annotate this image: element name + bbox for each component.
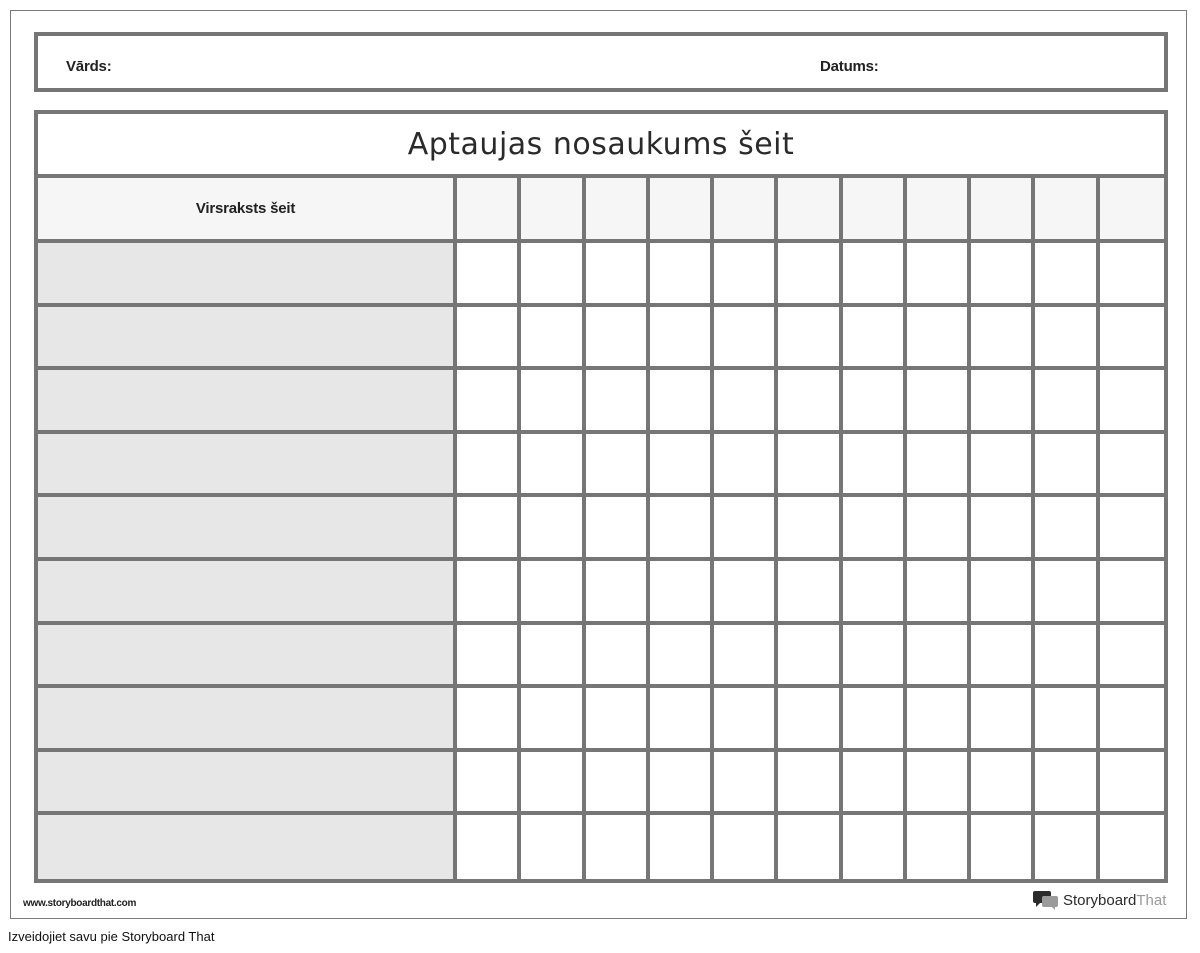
answer-cell (843, 243, 907, 307)
answer-cell (1100, 625, 1164, 689)
answer-cell (971, 243, 1035, 307)
answer-cell (778, 243, 842, 307)
answer-cell (778, 307, 842, 371)
answer-cell (1035, 497, 1099, 561)
speech-bubbles-icon (1033, 889, 1059, 911)
answer-cell (457, 497, 521, 561)
answer-cell (521, 434, 585, 498)
bottom-caption: Izveidojiet savu pie Storyboard That (8, 929, 215, 944)
header-answer-cell (843, 178, 907, 243)
answer-cell (650, 688, 714, 752)
answer-cell (457, 752, 521, 816)
answer-cell (521, 307, 585, 371)
answer-cell (586, 561, 650, 625)
answer-cell (1100, 307, 1164, 371)
answer-cell (1100, 434, 1164, 498)
answer-cell (714, 434, 778, 498)
answer-cell (843, 307, 907, 371)
answer-cell (1035, 815, 1099, 879)
answer-cell (1035, 434, 1099, 498)
answer-cell (843, 370, 907, 434)
answer-cell (457, 370, 521, 434)
answer-cell (843, 434, 907, 498)
answer-cell (1035, 625, 1099, 689)
answer-cell (778, 625, 842, 689)
answer-cell (907, 370, 971, 434)
answer-cell (650, 625, 714, 689)
answer-cell (778, 370, 842, 434)
answer-cell (907, 752, 971, 816)
answer-cell (714, 815, 778, 879)
answer-cell (586, 815, 650, 879)
survey-table (34, 110, 1168, 883)
answer-cell (907, 497, 971, 561)
answer-cell (457, 243, 521, 307)
answer-cell (907, 307, 971, 371)
answer-cell (971, 307, 1035, 371)
answer-cell (1100, 688, 1164, 752)
answer-cell (907, 434, 971, 498)
answer-cell (714, 243, 778, 307)
answer-cell (457, 434, 521, 498)
brand-name-part2: That (1136, 891, 1167, 909)
answer-cell (971, 434, 1035, 498)
row-label-cell (38, 561, 457, 625)
header-answer-cell (586, 178, 650, 243)
answer-cell (843, 497, 907, 561)
survey-title: Aptaujas nosaukums šeit (38, 114, 1164, 178)
row-label-cell (38, 815, 457, 879)
answer-cell (1100, 243, 1164, 307)
answer-cell (1100, 370, 1164, 434)
answer-cell (714, 625, 778, 689)
answer-cell (714, 561, 778, 625)
answer-cell (586, 370, 650, 434)
answer-cell (521, 625, 585, 689)
answer-cell (1035, 243, 1099, 307)
answer-cell (521, 752, 585, 816)
answer-cell (650, 497, 714, 561)
answer-cell (843, 752, 907, 816)
answer-cell (650, 307, 714, 371)
answer-cell (457, 688, 521, 752)
answer-cell (1100, 497, 1164, 561)
answer-cell (1035, 370, 1099, 434)
answer-cell (714, 307, 778, 371)
answer-cell (457, 625, 521, 689)
answer-cell (714, 752, 778, 816)
answer-cell (714, 370, 778, 434)
answer-cell (457, 307, 521, 371)
header-answer-cell (714, 178, 778, 243)
answer-cell (521, 688, 585, 752)
survey-grid (38, 178, 1164, 879)
answer-cell (971, 752, 1035, 816)
answer-cell (1035, 752, 1099, 816)
answer-cell (650, 561, 714, 625)
answer-cell (778, 688, 842, 752)
row-label-cell (38, 307, 457, 371)
answer-cell (650, 815, 714, 879)
row-label-cell (38, 752, 457, 816)
answer-cell (586, 243, 650, 307)
row-label-cell (38, 497, 457, 561)
answer-cell (521, 561, 585, 625)
answer-cell (650, 243, 714, 307)
answer-cell (907, 561, 971, 625)
answer-cell (778, 815, 842, 879)
header-answer-cell (1035, 178, 1099, 243)
header-answer-cell (907, 178, 971, 243)
answer-cell (907, 243, 971, 307)
answer-cell (778, 497, 842, 561)
footer-url: www.storyboardthat.com (23, 898, 137, 909)
answer-cell (1100, 752, 1164, 816)
answer-cell (843, 625, 907, 689)
brand-name-part1: Storyboard (1063, 891, 1137, 909)
answer-cell (586, 497, 650, 561)
row-label-cell (38, 625, 457, 689)
answer-cell (586, 434, 650, 498)
answer-cell (1100, 815, 1164, 879)
column-header-cell (38, 178, 457, 243)
name-label: Vārds: (66, 58, 112, 75)
answer-cell (650, 370, 714, 434)
answer-cell (521, 497, 585, 561)
answer-cell (843, 815, 907, 879)
answer-cell (457, 815, 521, 879)
header-answer-cell (650, 178, 714, 243)
name-date-box (34, 32, 1168, 92)
answer-cell (971, 370, 1035, 434)
answer-cell (586, 752, 650, 816)
answer-cell (521, 370, 585, 434)
answer-cell (586, 688, 650, 752)
answer-cell (907, 815, 971, 879)
header-answer-cell (457, 178, 521, 243)
answer-cell (714, 688, 778, 752)
row-label-cell (38, 243, 457, 307)
answer-cell (586, 307, 650, 371)
answer-cell (971, 625, 1035, 689)
answer-cell (1035, 307, 1099, 371)
row-label-cell (38, 370, 457, 434)
answer-cell (457, 561, 521, 625)
column-header-label: Virsraksts šeit (195, 200, 296, 217)
answer-cell (971, 815, 1035, 879)
answer-cell (907, 625, 971, 689)
answer-cell (650, 752, 714, 816)
answer-cell (1035, 688, 1099, 752)
header-answer-cell (778, 178, 842, 243)
date-label: Datums: (820, 58, 879, 75)
answer-cell (778, 752, 842, 816)
header-answer-cell (971, 178, 1035, 243)
answer-cell (971, 688, 1035, 752)
answer-cell (778, 434, 842, 498)
answer-cell (1100, 561, 1164, 625)
answer-cell (521, 815, 585, 879)
header-answer-cell (521, 178, 585, 243)
answer-cell (1035, 561, 1099, 625)
answer-cell (586, 625, 650, 689)
answer-cell (971, 497, 1035, 561)
answer-cell (971, 561, 1035, 625)
answer-cell (778, 561, 842, 625)
row-label-cell (38, 434, 457, 498)
answer-cell (843, 561, 907, 625)
brand-logo (1033, 889, 1166, 911)
answer-cell (521, 243, 585, 307)
answer-cell (907, 688, 971, 752)
header-answer-cell (1100, 178, 1164, 243)
row-label-cell (38, 688, 457, 752)
answer-cell (714, 497, 778, 561)
answer-cell (843, 688, 907, 752)
answer-cell (650, 434, 714, 498)
